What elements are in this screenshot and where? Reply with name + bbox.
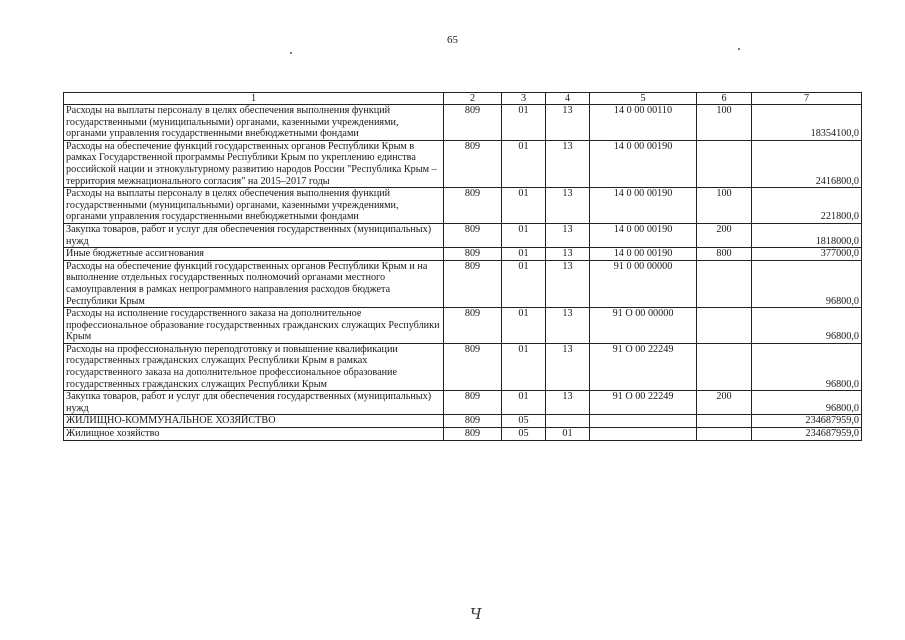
section-code: 01 — [502, 308, 546, 344]
admin-code: 809 — [444, 105, 502, 141]
row-description: Расходы на выплаты персоналу в целях обеспечения выполнения функций государственными (муниципальными) органами, казенными учреждениями, органами управления государственными внебюджетными фондами — [64, 188, 444, 224]
subsection-code: 13 — [546, 188, 590, 224]
expense-type-code — [697, 428, 752, 441]
expense-type-code — [697, 415, 752, 428]
row-description: Закупка товаров, работ и услуг для обеспечения государственных (муниципальных) нужд — [64, 391, 444, 415]
subsection-code: 13 — [546, 260, 590, 307]
expense-type-code: 200 — [697, 223, 752, 247]
amount-cell: 2416800,0 — [752, 140, 862, 187]
amount-cell: 234687959,0 — [752, 428, 862, 441]
amount-cell: 234687959,0 — [752, 415, 862, 428]
admin-code: 809 — [444, 308, 502, 344]
expense-type-code: 200 — [697, 391, 752, 415]
header-cell: 6 — [697, 93, 752, 105]
header-cell: 1 — [64, 93, 444, 105]
admin-code: 809 — [444, 260, 502, 307]
amount-cell: 1818000,0 — [752, 223, 862, 247]
admin-code: 809 — [444, 248, 502, 261]
subsection-code: 13 — [546, 391, 590, 415]
expense-type-code — [697, 343, 752, 390]
table-row — [64, 415, 862, 428]
section-code: 01 — [502, 248, 546, 261]
header-cell: 4 — [546, 93, 590, 105]
row-description: Жилищное хозяйство — [64, 428, 444, 441]
admin-code: 809 — [444, 223, 502, 247]
scan-speck — [290, 52, 292, 54]
target-article-code: 14 0 00 00190 — [590, 248, 697, 261]
row-description: ЖИЛИЩНО-КОММУНАЛЬНОЕ ХОЗЯЙСТВО — [64, 415, 444, 428]
expense-type-code — [697, 260, 752, 307]
amount-cell: 18354100,0 — [752, 105, 862, 141]
subsection-code: 13 — [546, 105, 590, 141]
expense-type-code: 100 — [697, 105, 752, 141]
section-code: 01 — [502, 140, 546, 187]
header-row — [64, 93, 862, 105]
scan-speck — [738, 48, 740, 50]
table-row — [64, 343, 862, 390]
amount-cell: 377000,0 — [752, 248, 862, 261]
subsection-code — [546, 415, 590, 428]
amount-cell: 96800,0 — [752, 391, 862, 415]
table-row — [64, 260, 862, 307]
section-code: 01 — [502, 343, 546, 390]
row-description: Расходы на профессиональную переподготовку и повышение квалификации государственных гражданских служащих Республики Крым в рамках государственного заказа на дополнительное профессиональное образование государственных гражданских служащих Республики Крым — [64, 343, 444, 390]
amount-cell: 96800,0 — [752, 308, 862, 344]
table-row — [64, 140, 862, 187]
row-description: Расходы на выплаты персоналу в целях обеспечения выполнения функций государственными (муниципальными) органами, казенными учреждениями, органами управления государственными внебюджетными фондами — [64, 105, 444, 141]
table-row — [64, 223, 862, 247]
row-description: Расходы на исполнение государственного заказа на дополнительное профессиональное образование государственных гражданских служащих Республики Крым — [64, 308, 444, 344]
row-description: Расходы на обеспечение функций государственных органов Республики Крым в рамках Государственной программы Республики Крым по укреплению единства российской нации и этнокультурному развитию народов России "Республика Крым – территория межнационального согласия" на 2015–2017 годы — [64, 140, 444, 187]
row-description: Иные бюджетные ассигнования — [64, 248, 444, 261]
handwritten-page-mark: Ч — [470, 605, 482, 623]
target-article-code: 14 0 00 00190 — [590, 223, 697, 247]
admin-code: 809 — [444, 343, 502, 390]
section-code: 01 — [502, 223, 546, 247]
amount-cell: 96800,0 — [752, 260, 862, 307]
target-article-code — [590, 415, 697, 428]
target-article-code: 14 0 00 00190 — [590, 140, 697, 187]
header-cell: 5 — [590, 93, 697, 105]
target-article-code: 91 0 00 00000 — [590, 260, 697, 307]
subsection-code: 13 — [546, 248, 590, 261]
expense-type-code — [697, 308, 752, 344]
table-row — [64, 248, 862, 261]
section-code: 01 — [502, 391, 546, 415]
section-code: 05 — [502, 415, 546, 428]
subsection-code: 01 — [546, 428, 590, 441]
admin-code: 809 — [444, 140, 502, 187]
target-article-code — [590, 428, 697, 441]
row-description: Закупка товаров, работ и услуг для обеспечения государственных (муниципальных) нужд — [64, 223, 444, 247]
header-cell: 7 — [752, 93, 862, 105]
admin-code: 809 — [444, 391, 502, 415]
amount-cell: 221800,0 — [752, 188, 862, 224]
target-article-code: 91 О 00 00000 — [590, 308, 697, 344]
table-row — [64, 105, 862, 141]
section-code: 01 — [502, 105, 546, 141]
subsection-code: 13 — [546, 343, 590, 390]
target-article-code: 91 О 00 22249 — [590, 343, 697, 390]
section-code: 01 — [502, 188, 546, 224]
admin-code: 809 — [444, 428, 502, 441]
admin-code: 809 — [444, 415, 502, 428]
expense-type-code: 100 — [697, 188, 752, 224]
target-article-code: 91 О 00 22249 — [590, 391, 697, 415]
target-article-code: 14 0 00 00110 — [590, 105, 697, 141]
table-row — [64, 188, 862, 224]
table-row — [64, 391, 862, 415]
section-code: 01 — [502, 260, 546, 307]
header-cell: 3 — [502, 93, 546, 105]
row-description: Расходы на обеспечение функций государственных органов Республики Крым и на выполнение отдельных государственных полномочий органами местного самоуправления в рамках непрограммного направления расходов бюджета Республики Крым — [64, 260, 444, 307]
subsection-code: 13 — [546, 308, 590, 344]
expense-type-code: 800 — [697, 248, 752, 261]
subsection-code: 13 — [546, 223, 590, 247]
budget-table — [63, 92, 862, 441]
section-code: 05 — [502, 428, 546, 441]
subsection-code: 13 — [546, 140, 590, 187]
page-number: 65 — [447, 34, 458, 46]
table-row — [64, 308, 862, 344]
target-article-code: 14 0 00 00190 — [590, 188, 697, 224]
admin-code: 809 — [444, 188, 502, 224]
table-row — [64, 428, 862, 441]
expense-type-code — [697, 140, 752, 187]
header-cell: 2 — [444, 93, 502, 105]
amount-cell: 96800,0 — [752, 343, 862, 390]
